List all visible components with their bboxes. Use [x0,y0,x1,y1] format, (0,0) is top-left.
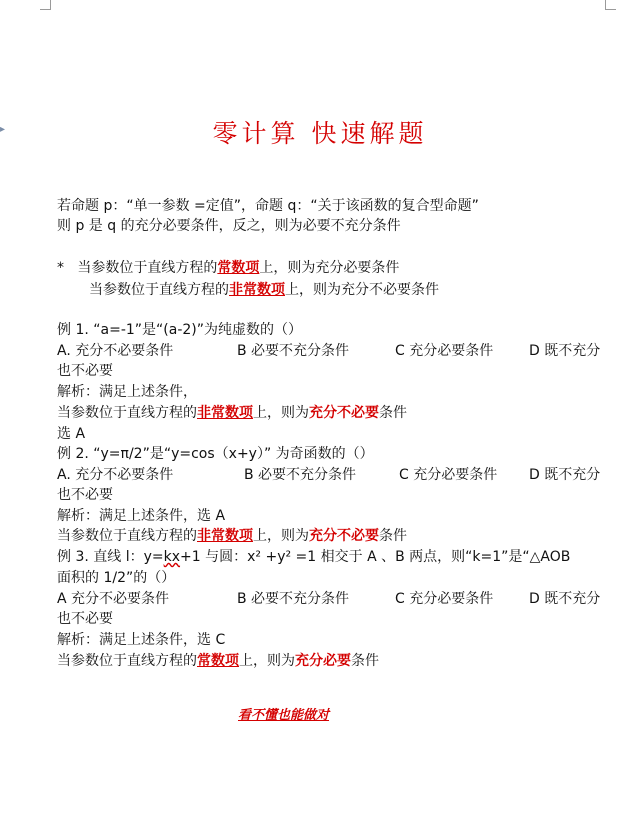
ex2-option-b: B 必要不充分条件 [244,467,357,483]
ex1-conclusion: 当参数位于直线方程的非常数项上，则为充分不必要条件 [57,405,407,421]
ex2-options [57,465,600,485]
spellcheck-mark: kx [163,549,181,565]
ex1-solution: 解析：满足上述条件， [57,384,197,400]
keyword-nonconstant-term: 非常数项 [229,282,285,298]
ex2-conclusion: 当参数位于直线方程的非常数项上，则为充分不必要条件 [57,528,407,544]
ex1-option-c: C 充分必要条件 [395,343,494,359]
ex1-option-b: B 必要不充分条件 [237,343,350,359]
keyword-constant-term: 常数项 [217,260,260,276]
margin-arrow-icon[interactable]: ▸ [0,124,6,135]
ex2-solution: 解析：满足上述条件，选 A [57,508,226,524]
ex3-options [57,589,600,609]
ex1-options [57,341,600,361]
bullet: * [57,260,64,276]
footer-note: 看不懂也能做对 [238,708,330,723]
ex1-option-d: D 既不充分 [529,343,601,359]
ex3-option-wrap: 也不必要 [57,611,113,627]
ex3-solution: 解析：满足上述条件，选 C [57,632,226,648]
ex1-question: 例 1. “a=-1”是“(a-2)”为纯虚数的（） [57,322,302,338]
ex3-option-d: D 既不充分 [529,591,601,607]
ex1-option-a: A. 充分不必要条件 [57,343,174,359]
ex3-question: 例 3. 直线 l：y=kx+1 与圆：x² +y² =1 相交于 A 、B 两点，则“k=1”是“△AOB [57,549,571,565]
rule-line-1: * 当参数位于直线方程的常数项上，则为充分必要条件 [57,260,400,276]
rule-line-2: 当参数位于直线方程的非常数项上，则为充分不必要条件 [89,282,439,298]
ex3-option-b: B 必要不充分条件 [237,591,350,607]
ex1-option-wrap: 也不必要 [57,363,113,379]
ex2-option-d: D 既不充分 [529,467,601,483]
ex3-question-wrap: 面积的 1/2”的（） [57,570,176,586]
ex2-option-c: C 充分必要条件 [399,467,498,483]
ex2-option-a: A. 充分不必要条件 [57,467,174,483]
ex2-option-wrap: 也不必要 [57,487,113,503]
intro-line-1: 若命题 p：“单一参数 =定值”，命题 q：“关于该函数的复合型命题” [57,198,479,214]
page-title: 零计算 快速解题 [212,119,428,148]
intro-line-2: 则 p 是 q 的充分必要条件，反之，则为必要不充分条件 [57,218,401,234]
page-corner-mark-left [40,0,51,10]
ex3-option-c: C 充分必要条件 [395,591,494,607]
ex3-option-a: A 充分不必要条件 [57,591,170,607]
page-corner-mark-right [605,0,616,10]
ex1-answer: 选 A [57,426,86,442]
ex2-question: 例 2. “y=π/2”是“y=cos（x+y）” 为奇函数的（） [57,446,374,462]
ex3-conclusion: 当参数位于直线方程的常数项上，则为充分必要条件 [57,653,379,669]
